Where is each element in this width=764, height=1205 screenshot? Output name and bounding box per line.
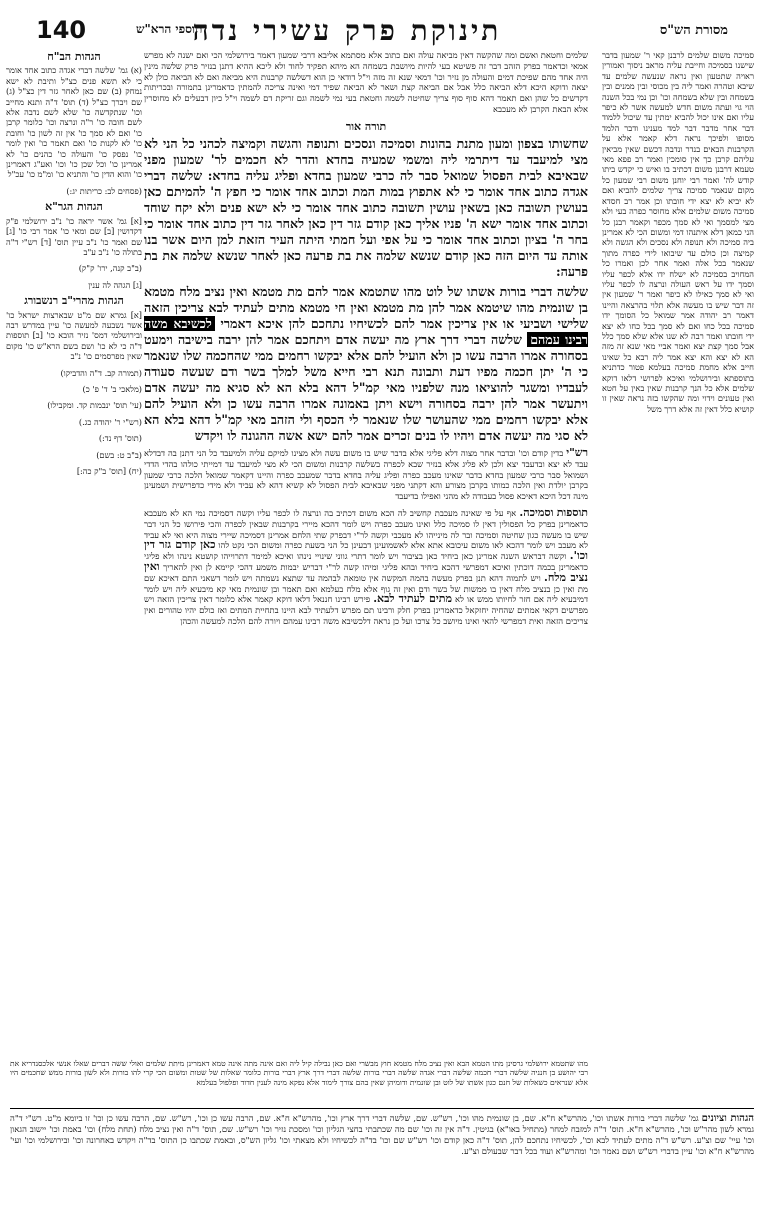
haggahot-bach-title: הגהות הב"ח [47,50,101,63]
haggahot-bach-text: (א) גמ' שלשה דברי אגדה כתוב אחד אומר כי לא תשא פנים כצ"ל ותיבת לא ישא נמחק (ב) שם כאן לאחר גזר דין כצ"ל (ג) שם ויברך כצ"ל (ד) תוס' ד"ה ותנא מחייב וכו' שנתקדשה כו' שלא לשם נדבה אלא לשם חובה כו' ר"ה ונרצה וכו' כלומר קרבן כו' ואם לא סמך כו' אין זה לשון כו' וחובת כו' לא לקנות כו' ואם תאמר כו' ואין לומר כו' נפסק כו' והעולה כו' כהנים כו' לא אמרינן כו' וכל שכן כו' וכו' ואע"ג דאמרינן כו' והוא הדין כו' והתניא כו' ומ"מ כו' עכ"ל [6,65,142,180]
gemara-third-text: שלשה דברי דרך ארץ מה יעשה אדם ויתחכם אמר להן ירבה בישיבה וימעט בסחורה אמרו הרבה עשו כן ולא הועיל להם אלא יבקשו רחמים ממי שהחכמה שלו שנאמר כי ה' יתן חכמה מפיו דעת ותבונה תנא רבי חייא משל למלך בשר ודם שעשה סעודה לעבדיו ומשגר להוציאו מנה שלפניו מאי קמ"ל דהא בלא הא לא סגיא מה יעשה אדם ויתעשר אמר להן ירבה בסחורה וישא ויתן באמונה אמרו הרבה עשו כן ולא הועיל להם אלא יבקשו רחמים ממי שהעושר שלו שנאמר לי הכסף ולי הזהב מאי קמ"ל דהא בלא הא לא סגי מה יעשה אדם ויהיו לו בנים זכרים אמר להם ישא אשה ההגונה לו ויקדש [144,331,588,443]
mesores-label: מסורת הש"ס [659,23,728,38]
margin-ref-4: (רש"י ר' יהודה כג.) [78,416,142,427]
rashi-text: בדין קודם וכו' ובדבר אחר מצוה דלא פליגי אלא בדבר שיש בו משום עשה ולא מצינו למיקם עליה ולמיעבד כל הני דתנן בה דבדלא עבד לא יצא ובדעבד יצא ולכן לא פליג אלא בנזיר שבא לכפרה בשלשה קרבנות ומשום הכי לא מצי למיעבד עד דמייתי כולהו בהדי הדדי ושמואל סבר כרבי שמעון בחדא בדבר שאינו מעכב כפרה ופליג עליה בחדא בדבר שמעכב כפרה והיינו דקאמר שמואל הלכה כרבי שמעון בקרבן יולדת ואין הלכה כמותו בקרבן מצורע והא דקתני מפני שבאיבא לבית הפסול לא קשיא דהא לא עביד ולא מידי כדפרישית ושמעינן מינה דכל היכא דאיכא פסול בעבודה לא מהני ואפילו בדיעבד [144,447,588,502]
margin-ref-7: (יח) [תוס' ב"ק כה:] [76,466,142,476]
tosafot-label: תוספות [556,505,588,519]
lower-notes-text: מהו שתטמא ירושלמי גרסינן מתו הטמא הבא ואין נציב מלח מטמא חוץ מבשרי ואם כאן נבילה קיל ליה ואם אינה מתה אינה טמא דאמרינן מיתת שלמים ואולי ששה דברים שאלו אנשי אלכסנדריא את רבי יהושע בן חנניה שלשה דברי חכמה שלשה דברי אגדה שלשה דברי בורות שלשה דברי דרך ארץ דברי בורות כלומר שאלות של שטות ומשום הכי קרי להו בורות ולא לשון בורות ממש שחכמים היו אלא שנראים כשאלות של חנם כגון אשתו של לוט ובן שונמית ודומיהן שאין בהם צורך לימוד אלא נפקא מינה לענין חדוד ופלפול בעלמא [10,1059,588,1087]
haggahot-gra-ref: (ב"ב קנה, ירו' ק"ק) [78,263,142,274]
tosafot-text-3: ויש לתמוה דהא תנן בפרק מעשה בהמה המקשה אין טומאה לבהמה עד שתצא נשמתה ויש לומר דשאני התם דאיכא שם מת ואין כן בנציב מלח דאין בו ממשות של בשר ודם ואין זה גוף אלא מלח בעלמא ואם תאמר ובן שונמית מאי קא מיבעיא ליה ויש לומר דמיבעיא ליה אם חזר לחיותו ממש או לא [144,572,588,605]
tosafot-text-1: אף על פי שאינה מעכבת קחשיב לה הכא משום דכתיב בה ונרצה לו לכפר עליו וקשה דסמיכה נמי הא לא מעכבא כדאמרינן בפרק כל הפסולין דאין לו סמיכה כלל ואינו מעכב כפרה ויש לומר דהכא מיירי בקרבנות שבאין לכפרה והכי פירושו כל הני דבר שיש בו מעשה כגון שחיטה וסמיכה ובר לה מינייהו לא מעכבי וקשה לר"י דבפרק שתי הלחם אמרינן דסמיכה שיירי מצוה היא ואי לא עביד לא מעכב ויש לומר דהכא לאו משום עיכובא אתא אלא לאשמועינן דבעינן כל הני בשעת כפרה ומשום הכי נקט להו [144,507,588,551]
page-title: תינוקת פרק עשירי נדה [192,14,502,47]
tosafot-text-4: פירש רבינו חננאל דלאו דוקא קאמר אלא כלומר דאין צריכין הזאה ויש מפרשים דקאי אמתים שהחיה יחזקאל כדאמרינן בפרק חלק ורבינו תם מפרש דלעתיד לבא היינו בתחיית המתים ואז כולם יהיו טהורים ואין צריכים הזאה ואית דמפרשי להאי ואינו מיושב כל צרכו ועל כן נראה דלכשיבא משה רבינו עמהם ויורה להם הלכה למעשה [144,594,588,626]
dibur-hamatchil-3: ואין נציב מלח. [144,559,588,584]
main-text-column [144,50,588,1055]
margin-ref-1: (תמורה קב. ד"ה והדביקו) [60,367,142,378]
margin-ref-2: (מלאכי ב' ד' פ' כ) [82,383,142,394]
haggahot-ohev-note: [ג] הגהה לה ענין [88,279,142,290]
highlighted-phrase: לכשיבא משה רבינו עמהם [144,315,588,347]
rashi-label: רש"י [566,445,588,459]
tosafot-block [144,505,588,627]
tosafot-harosh-top: שלמים וחטאת ואשם ומה שהקשה דאין מביאה עולה ואם כתוב אלא מסתמא אליבא דרבי שמעון דאמר בירושלמי הכי ואם ישנה לא מפרש אמאי וכדאמר בפרק הזהב דבר זה פשיטא בעי להיות מיושבת בשמחה הא מיהא תפקיד לחוד ולא ליכא ההיא דתנן בנזיר פרק שלשה מינין היה אחד מהם שפיכת דמים והעולה מן נזיר וכו' דמאי שנא זה מזה וי"ל דודאי כן הוא דשלשה קרבנות היא מביאה ואם לא הביאה כולן לא יצאה ודוקא היכא דלא הביאה כלל אבל אם הביאה קצת ושאר לא הביאה שפיר דמי ואינה צריכה להמתין כדאמרינן בתמורה ובכריתות דקדשים כל שהן ואם תאמר דהא סוף סוף צריך שחיטה לשמה וחטאת בעי נמי לשמה וגם זריקת דם לשמה וי"ל כיון דבעלים לא מחוסרין אלא הבאת הקרבן לא מעכבא [144,50,588,114]
right-commentary-column [602,50,754,1050]
tosafot-harosh-label: תוספי הרא"ש [136,22,203,36]
right-commentary-text: סמיכה משום שלמים לרבנן קאי ר' שמעון בדבר שישנו בסמיכה וחייבת עליה מראב ניסוך ואמורין ראויה שתטעון ואין נראה שנעשה שלמים עד שיבא וטהרה ואמר ליה בין מכוסי ובין ממנים ובין בשמחה ובין שלא בשמחה וכו' וכן נמי בכל השנה הוי גוי ועתה משום חדש למעשה אשר לא כיפר עליו ואם אינו יכול להביא ימתין עד שיכול ללמוד דבר אחר מדבר דבר למד מענינו ודבר הלמד מסופו ולפיכך נראה דלא קאמר אלא על הקרבנות הבאים בנדר ונדבה דכשם שאין מביאין עליהם קרבן כך אין סומכין ואמר רב פפא מאי טעמא דרבנן משום דכתיב בו ואיש כי יקדש ביתו קודש לה' ואמר רבי יוחנן משום רבי שמעון כל מקום שנאמר סמיכה צריך שלמים להביא ואם לא יביא לא יצא ידי חובתו וכן אמר רב חסדא סמיכה משום שלמים אלא מחוסר כפרה בעי ולא מצי למסמך ואי לא סמך מכפר וקאמר רבנן כל הני כמאן דלא איתנהו דמי ומשום הכי לא אמרינן ביה סמיכה ולא תנופה ולא נסכים ולא הגשה ולא קמיצה וכן כולם עד שיבואו לידי כפרה מתוך שנאמר בכל אלה ואמר אחר לכן ואמרו כל המחויב בסמיכה לא ישלח ידו אלא לכפר עליו וסמך ידו על ראש העולה ונרצה לו לכפר עליו ואי לא סמך כאילו לא כיפר ואמר ר' שמעון אין זה דבר שיש בו מעשה אלא תלוי בהרצאה והיינו דאמר רב יהודה אמר שמואל כל הסומך ידו סמיכה בכל כחו ואם לא סמך בכל כחו לא יצא ידי חובתו ואמר רבה לא שנו אלא שלא סמך כלל אבל סמך קצת יצא ואמר אביי מאי שנא זה מזה הא לא יצא והא יצא אמר ליה רבא כל שאינו חייב אלא מחמת סמיכה בעלמא פטור כדתניא בתוספתא ובירושלמי ואיכא לפרושי דלאו דוקא שלמים אלא כל הנך קרבנות שאין באין על חטא ואין טעונים וידוי ומה שהקשו בזה נראה שאין זו קושיא כלל דאין זה אלא דרך משל [602,50,754,414]
rashi-block [144,445,588,502]
haggahot-gra-title: הגהות הגר"א [45,200,103,214]
yachin-note: (פסחים לב: כריתות יג:) [66,185,142,196]
gemara-main: שחשותו בצפון ומעון מתנת בהונות וסמיכה ונסכים ותנופה והגשה וקמיצה לכהני כל הני לא מצי למיעבד עד דיתרמי ליה ומשמי שמעיה בחדא והדר לא חכמים לר' שמעון מפני שבאיבא לבית הפסול שמואל סבר לה כרבי שמעון בחדא ופליג עליה בחדא: שלשה דברי אגדה כתוב אחד אומר כי לא אתפוץ במות המת וכתוב אחד אומר כי חפץ ה' להמיתם כאן בעושין תשובה כאן בשאין עושין תשובה כתוב אחד אומר כי לא ישא פנים ולא יקח שוחד וכתוב אחד אומר ישא ה' פניו אליך כאן קודם גזר דין כאן לאחר גזר דין כתוב אחד אומר כי בחר ה' בציון וכתוב אחד אומר כי על אפי ועל חמתי היתה העיר הזאת למן היום אשר בנו אותה עד היום הזה כאן קודם שנשא שלמה את בת פרעה כאן לאחר שנשא שלמה את בת פרעה: [144,135,588,279]
dibur-hamatchil-4: מתים לעתיד לבא. [373,592,453,606]
gemara-second [144,284,588,444]
tora-or-label: תורה אור [345,119,387,133]
haggahot-maharsha-text: [א] גמרא שם מ"ט שבארצות ישראל כו' אשר נשבעה למעשה כו' עיין במדרש רבה ובירושלמי דמס' נזיר הובא כו' [ב] תוספות ד"ה כי לא כו' ושם בשם הרא"ש כו' מקום שאין מפרסמים כו' נ"ב [6,309,142,362]
margin-ref-5: (תוס' דף נד:) [98,433,142,444]
haggahot-gra-text: [א] גמ' אשר יראה כו' נ"ב ירושלמי פ"ק דקדושין [ב] שם ומאי כו' אמר רבי כו' [ג] שם ואמר כו' נ"ב עיין תוס' [ד] רש"י ד"ה בתולה כו' נ"ב ע"ב [6,215,142,257]
page-number: 140 [36,16,87,44]
footer-title: הגהות וציונים [701,1113,754,1124]
left-margin-column [6,50,142,850]
tosafot-closing: והכהן [180,615,199,626]
margin-ref-6: (ב"ב ט: בשם) [96,449,142,460]
haggahot-maharsha-title: הגהות מהרי"ב רנשבורג [24,294,124,308]
gemara-second-text: שלשה דברי בורות אשתו של לוט מהו שתטמא אמר להם מת מטמא ואין נציב מלח מטמא בן שונמית מהו שיטמא אמר להן מת מטמא ואין חי מטמא מתים לעתיד לבא צריכין הזאה שלישי ושביעי או אין צריכין אמר להם לכשיחיו נתחכם להן איכא דאמרי [144,283,588,331]
dibur-hamatchil-2: כאן קודם גזר דין וכו'. [144,538,588,563]
lower-notes [10,1059,588,1105]
page-header [36,14,728,47]
footer-text: גמ' שלשה דברי בורות אשתו וכו', מהרש"א ח"א. שם, בן שונמית מהו וכו', רש"ש. שם, שלשה דברי דרך ארץ וכו', מהרש"א ח"א. שם, הרבה עשו כן וכו', רש"ש. שם, הרבה עשו כן וכו' זו ביומא מ"ט. רש"י ד"ה גמרא לשון מהר"ש וכו', מהרש"א ח"א. תוס' ד"ה למזבח למחר (מתחיל באו"א) בגיטין. ד"ה אין זה וכו' שם מה שכתבתי בחצי הגליון וכו' ומסכת נזיר וכו' רש"ש. שם, תוס' ד"ה ואין נציב מלח (תחת מלח) וכו' באמת וכו' יישוב הגאון וכו' עיי' שם וצ"ע. רש"ש ד"ה מתים לעתיד לבא וכו', לכשיחיו נתחכם להן, תוס' ד"ה כאן קודם וכו' רש"ש שם וכו' בד"ה לכשיחיו ולא מצאתי וכו' גליון הש"ס, ובאמת שכתבו כן התוס' בד"ה ויקדש באחרונה וכו' ובירושלמי וכו' ועי' מהרש"א ח"א וכו' עיין בדברי רש"ש ושם נאמר וכו' ומהרש"א ועוד בכל דבר שבעולם וצ"ע. [10,1113,754,1156]
dibur-hamatchil-1: וסמיכה. [519,505,554,519]
margin-ref-3: (עי' תוס' ינבמות קד. ומקבילו) [47,400,142,411]
footer-notes [10,1108,754,1203]
tosafot-text-2: וקשה דבראש השנה אמרינן כאן ביחיד כאן בציבור ויש לומר דתרי גווני שינויי נינהו ואיכא למימר דתרוייהו קושטא נינהו ולא פליגי כדאמרינן בכמה דוכתין ואיכא דמפרשי דהכא ביחיד ובהא פליגי ומיהו קשה לר"י דבריש יבמות משמע דהכי קיימא לן ואין להאריך [144,551,588,572]
